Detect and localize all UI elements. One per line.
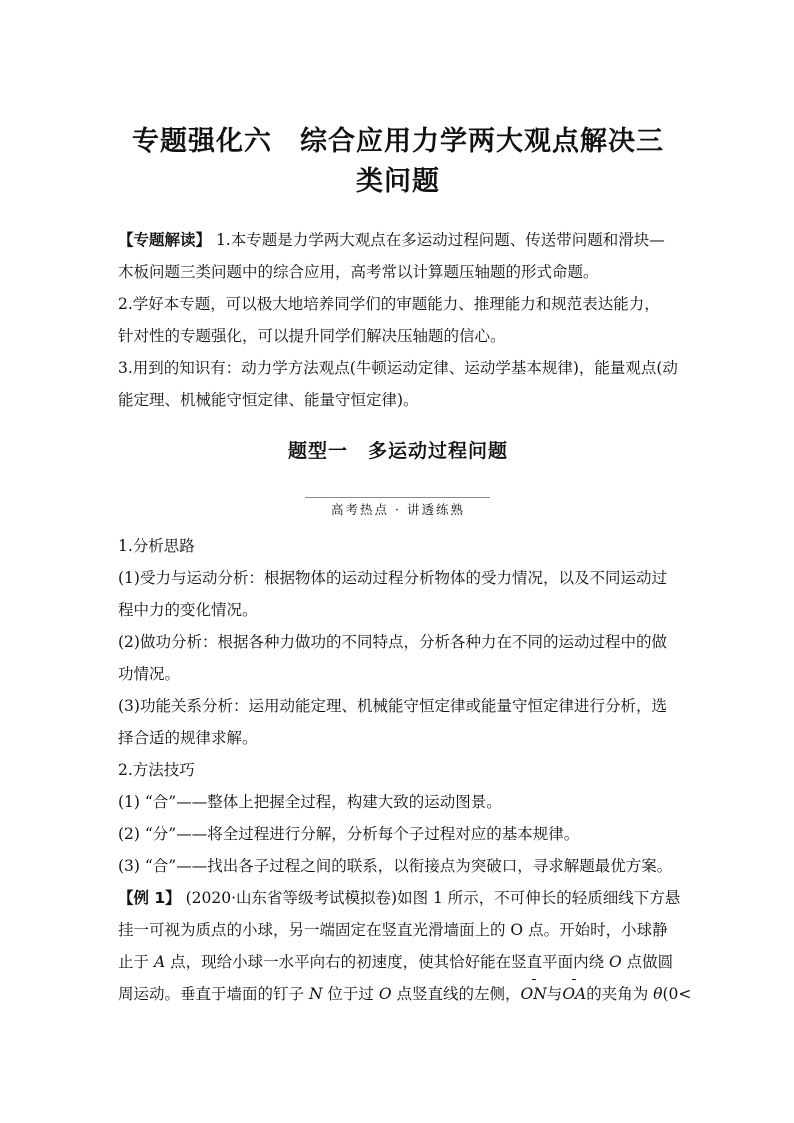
example-line-1: [118, 888, 680, 908]
intro-line-1: [118, 230, 665, 250]
document-title-line-2: 类问题: [356, 166, 440, 197]
topic-interpretation-tag: 【专题解读】: [118, 231, 212, 249]
intro-line-6: 能定理、机械能守恒定律、能量守恒定律)。: [118, 391, 419, 409]
example-text: (2020·山东省等级考试模拟卷)如图 1 所示，不可伸长的轻质细线下方悬: [180, 889, 681, 907]
vector-on: ON: [520, 985, 547, 1003]
nail-n: N: [308, 985, 323, 1003]
analysis-item-2-line-1: (2)做功分析：根据各种力做功的不同特点，分析各种力在不同的运动过程中的做: [118, 633, 667, 651]
example-line-4: 周运动。垂直于墙面的钉子 N 位于过 O 点竖直线的左侧，ON与OA的夹角为 θ(0<: [118, 985, 692, 1003]
analysis-item-3-line-1: (3)功能关系分析：运用动能定理、机械能守恒定律或能量守恒定律进行分析，选: [118, 697, 667, 715]
intro-line-2: 木板问题三类问题中的综合应用，高考常以计算题压轴题的形式命题。: [118, 263, 599, 281]
vector-oa: OA: [562, 985, 587, 1003]
method-item-1: (1) “合”——整体上把握全过程，构建大致的运动图景。: [118, 793, 502, 811]
intro-text: 1.本专题是力学两大观点在多运动过程问题、传送带问题和滑块—: [211, 231, 665, 249]
example-tag: 【例 1】: [118, 889, 181, 907]
analysis-heading: 1.分析思路: [118, 537, 195, 555]
example-line-3: 止于 A 点，现给小球一水平向右的初速度，使其恰好能在竖直平面内绕 O 点做圆: [118, 953, 674, 971]
section-divider-label: 高考热点 · 讲透练熟: [331, 502, 465, 517]
example-line-2: 挂一可视为质点的小球，另一端固定在竖直光滑墙面上的 O 点。开始时，小球静: [118, 921, 668, 939]
intro-line-3: 2.学好本专题，可以极大地培养同学们的审题能力、推理能力和规范表达能力，: [118, 295, 660, 313]
intro-line-5: 3.用到的知识有：动力学方法观点(牛顿运动定律、运动学基本规律)，能量观点(动: [118, 359, 678, 377]
intro-line-4: 针对性的专题强化，可以提升同学们解决压轴题的信心。: [118, 327, 506, 345]
method-item-3: (3) “合”——找出各子过程之间的联系，以衔接点为突破口，寻求解题最优方案。: [118, 857, 673, 875]
analysis-item-1-line-2: 程中力的变化情况。: [118, 601, 258, 619]
section-heading: 题型一 多运动过程问题: [287, 440, 508, 462]
analysis-item-3-line-2: 择合适的规律求解。: [118, 729, 258, 747]
point-o: O: [609, 953, 622, 971]
analysis-item-1-line-1: (1)受力与运动分析：根据物体的运动过程分析物体的受力情况，以及不同运动过: [118, 569, 667, 587]
method-heading: 2.方法技巧: [118, 761, 195, 779]
analysis-item-2-line-2: 功情况。: [118, 665, 181, 683]
point-a: A: [153, 953, 166, 971]
method-item-2: (2) “分”——将全过程进行分解，分析每个子过程对应的基本规律。: [118, 825, 580, 843]
angle-theta: θ: [653, 985, 663, 1003]
document-title-line-1: 专题强化六 综合应用力学两大观点解决三: [132, 126, 664, 157]
point-o-2: O: [378, 985, 392, 1003]
section-divider: [305, 497, 490, 498]
